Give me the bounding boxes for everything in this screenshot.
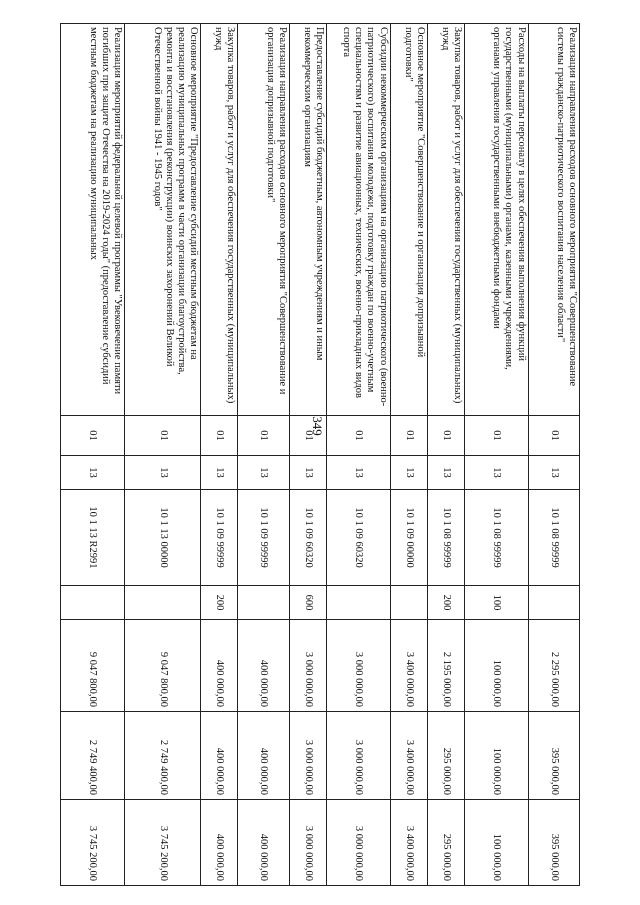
table-row: [427, 24, 464, 886]
section-code: 01: [326, 416, 390, 456]
target-article-code: 10 1 08 99999: [528, 490, 579, 586]
expense-type-code: [390, 586, 427, 620]
amount-year-1: 9 047 800,00: [61, 620, 125, 712]
amount-year-3: 295 000,00: [427, 800, 464, 886]
amount-year-2: 395 000,00: [528, 712, 579, 800]
row-name: Закупка товаров, работ и услуг для обеспечения государственных (муниципальных) нужд: [201, 24, 238, 416]
section-code: 01: [124, 416, 200, 456]
page-number: 349: [309, 416, 325, 436]
target-article-code: 10 1 09 99999: [238, 490, 289, 586]
row-name: Основное мероприятие "Совершенствование и организация допризывной подготовки": [390, 24, 427, 416]
amount-year-1: 3 000 000,00: [289, 620, 326, 712]
row-name: Реализация направления расходов основного мероприятия "Совершенствование и организация допризывной подготовки": [238, 24, 289, 416]
section-code: 01: [238, 416, 289, 456]
section-code: 01: [201, 416, 238, 456]
subsection-code: 13: [238, 456, 289, 490]
amount-year-3: 400 000,00: [238, 800, 289, 886]
section-code: 01: [528, 416, 579, 456]
amount-year-1: 2 195 000,00: [427, 620, 464, 712]
expense-type-code: [528, 586, 579, 620]
subsection-code: 13: [124, 456, 200, 490]
amount-year-3: 3 000 000,00: [289, 800, 326, 886]
row-name: Реализация мероприятий федеральной целевой программы "Увековечение памяти погибших при защите Отечества на 2019-2024 годы" (предоставление субсидий местным бюджетам на реализацию муниципальных: [61, 24, 125, 416]
expense-type-code: [238, 586, 289, 620]
amount-year-1: 2 295 000,00: [528, 620, 579, 712]
section-code: 01: [289, 416, 326, 456]
subsection-code: 13: [427, 456, 464, 490]
amount-year-1: 3 400 000,00: [390, 620, 427, 712]
target-article-code: 10 1 13 00000: [124, 490, 200, 586]
subsection-code: 13: [528, 456, 579, 490]
subsection-code: 13: [390, 456, 427, 490]
amount-year-2: 2 749 400,00: [61, 712, 125, 800]
target-article-code: 10 1 09 60320: [289, 490, 326, 586]
expense-type-code: 600: [289, 586, 326, 620]
section-code: 01: [464, 416, 528, 456]
table-row: [289, 24, 326, 886]
section-code: 01: [390, 416, 427, 456]
amount-year-3: 3 745 200,00: [124, 800, 200, 886]
amount-year-2: 400 000,00: [238, 712, 289, 800]
amount-year-2: 2 749 400,00: [124, 712, 200, 800]
target-article-code: 10 1 09 99999: [201, 490, 238, 586]
amount-year-3: 3 400 000,00: [390, 800, 427, 886]
table-row: [124, 24, 200, 886]
amount-year-3: 395 000,00: [528, 800, 579, 886]
amount-year-1: 3 000 000,00: [326, 620, 390, 712]
row-name: Закупка товаров, работ и услуг для обеспечения государственных (муниципальных) нужд: [427, 24, 464, 416]
amount-year-2: 3 000 000,00: [326, 712, 390, 800]
row-name: Субсидии некоммерческим организациям на организацию патриотического (военно-патриотического) воспитания молодежи, подготовку граждан по военно-учетным специальностям и развитие авиационных, технических, военно-прикладных видов спорта: [326, 24, 390, 416]
row-name: Основное мероприятие "Предоставление субсидий местным бюджетам на реализацию муниципальных программ в части организации благоустройства, ремонта и восстановления (реконструкции) воинских захоронений Великой Отечественной войны 1941 - 1945 годов": [124, 24, 200, 416]
row-name: Расходы на выплаты персоналу в целях обеспечения выполнения функций государственными (муниципальными) органами, казенными учреждениями, органами управления государственными внебюджетными фондами: [464, 24, 528, 416]
table-row: [464, 24, 528, 886]
row-name: Предоставление субсидий бюджетным, автономным учреждениям и иным некоммерческим организациям: [289, 24, 326, 416]
budget-table: [60, 23, 580, 886]
section-code: 01: [427, 416, 464, 456]
expense-type-code: 100: [464, 586, 528, 620]
amount-year-3: 400 000,00: [201, 800, 238, 886]
target-article-code: 10 1 09 00000: [390, 490, 427, 586]
amount-year-1: 400 000,00: [238, 620, 289, 712]
amount-year-2: 400 000,00: [201, 712, 238, 800]
table-row: [201, 24, 238, 886]
budget-table-container: [60, 23, 580, 885]
amount-year-3: 3 745 200,00: [61, 800, 125, 886]
expense-type-code: 200: [427, 586, 464, 620]
table-row: [238, 24, 289, 886]
section-code: 01: [61, 416, 125, 456]
table-row: [390, 24, 427, 886]
amount-year-1: 100 000,00: [464, 620, 528, 712]
amount-year-2: 295 000,00: [427, 712, 464, 800]
target-article-code: 10 1 09 60320: [326, 490, 390, 586]
amount-year-2: 3 400 000,00: [390, 712, 427, 800]
target-article-code: 10 1 13 R2991: [61, 490, 125, 586]
amount-year-1: 9 047 800,00: [124, 620, 200, 712]
subsection-code: 13: [201, 456, 238, 490]
table-row: [61, 24, 125, 886]
target-article-code: 10 1 08 99999: [427, 490, 464, 586]
target-article-code: 10 1 08 99999: [464, 490, 528, 586]
subsection-code: 13: [289, 456, 326, 490]
amount-year-1: 400 000,00: [201, 620, 238, 712]
subsection-code: 13: [464, 456, 528, 490]
table-row: [326, 24, 390, 886]
amount-year-2: 3 000 000,00: [289, 712, 326, 800]
amount-year-3: 100 000,00: [464, 800, 528, 886]
expense-type-code: [326, 586, 390, 620]
expense-type-code: 200: [201, 586, 238, 620]
amount-year-3: 3 000 000,00: [326, 800, 390, 886]
expense-type-code: [124, 586, 200, 620]
amount-year-2: 100 000,00: [464, 712, 528, 800]
subsection-code: 13: [326, 456, 390, 490]
row-name: Реализация направления расходов основного мероприятия "Совершенствование системы гражданско-патриотического воспитания населения области": [528, 24, 579, 416]
subsection-code: 13: [61, 456, 125, 490]
table-row: [528, 24, 579, 886]
expense-type-code: [61, 586, 125, 620]
